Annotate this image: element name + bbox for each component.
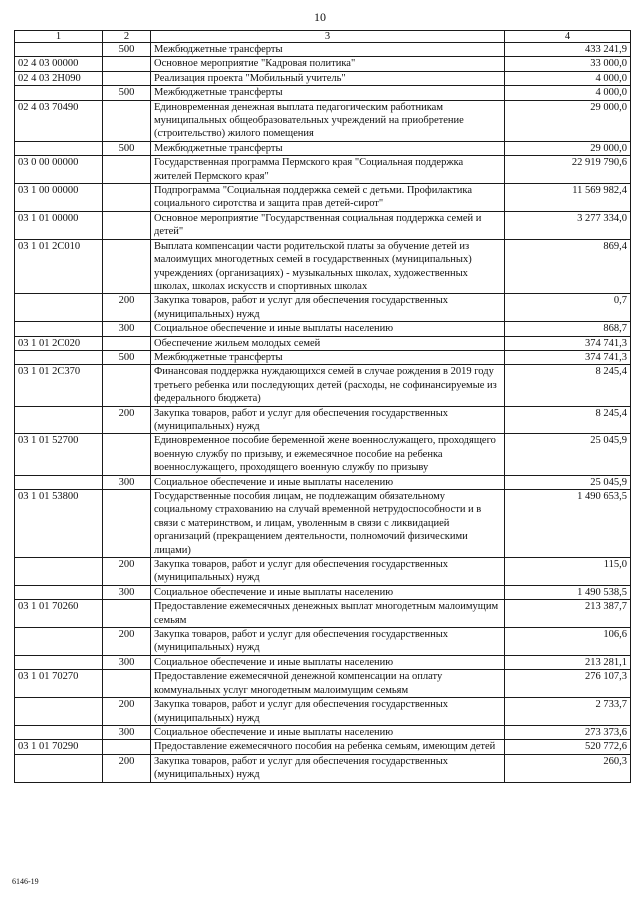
row-amount: 374 741,3 bbox=[505, 350, 631, 364]
row-expense-type bbox=[103, 57, 151, 71]
row-amount: 3 277 334,0 bbox=[505, 211, 631, 239]
table-row bbox=[15, 156, 631, 184]
row-name: Социальное обеспечение и иные выплаты населению bbox=[151, 585, 505, 599]
row-expense-type: 500 bbox=[103, 141, 151, 155]
row-code bbox=[15, 86, 103, 100]
row-name: Межбюджетные трансферты bbox=[151, 86, 505, 100]
table-row bbox=[15, 184, 631, 212]
row-amount: 4 000,0 bbox=[505, 86, 631, 100]
table-row bbox=[15, 754, 631, 782]
table-row bbox=[15, 434, 631, 475]
row-expense-type bbox=[103, 740, 151, 754]
row-amount: 273 373,6 bbox=[505, 725, 631, 739]
header-col-1: 1 bbox=[15, 31, 103, 43]
table-row bbox=[15, 365, 631, 406]
row-code: 03 1 01 53800 bbox=[15, 490, 103, 558]
row-expense-type bbox=[103, 211, 151, 239]
row-code: 03 1 01 70290 bbox=[15, 740, 103, 754]
row-name: Закупка товаров, работ и услуг для обеспечения государственных (муниципальных) нужд bbox=[151, 628, 505, 656]
row-code: 03 1 01 70270 bbox=[15, 670, 103, 698]
row-code: 03 1 01 2С370 bbox=[15, 365, 103, 406]
row-expense-type: 300 bbox=[103, 655, 151, 669]
row-name: Социальное обеспечение и иные выплаты населению bbox=[151, 725, 505, 739]
row-code: 03 1 01 52700 bbox=[15, 434, 103, 475]
row-expense-type bbox=[103, 670, 151, 698]
row-name: Закупка товаров, работ и услуг для обеспечения государственных (муниципальных) нужд bbox=[151, 558, 505, 586]
table-row bbox=[15, 406, 631, 434]
table-row bbox=[15, 57, 631, 71]
row-code: 02 4 03 2Н090 bbox=[15, 71, 103, 85]
table-row bbox=[15, 490, 631, 558]
page-number: 10 bbox=[314, 10, 326, 24]
row-amount: 213 281,1 bbox=[505, 655, 631, 669]
row-expense-type: 300 bbox=[103, 322, 151, 336]
table-row bbox=[15, 698, 631, 726]
row-amount: 8 245,4 bbox=[505, 365, 631, 406]
row-expense-type: 200 bbox=[103, 406, 151, 434]
row-name: Предоставление ежемесячной денежной компенсации на оплату коммунальных услуг многодетным малоимущим семьям bbox=[151, 670, 505, 698]
row-code bbox=[15, 475, 103, 489]
row-code: 03 1 01 2С010 bbox=[15, 239, 103, 294]
row-expense-type bbox=[103, 100, 151, 141]
row-name: Предоставление ежемесячных денежных выплат многодетным малоимущим семьям bbox=[151, 600, 505, 628]
row-name: Закупка товаров, работ и услуг для обеспечения государственных (муниципальных) нужд bbox=[151, 406, 505, 434]
table-row bbox=[15, 294, 631, 322]
row-code bbox=[15, 698, 103, 726]
row-expense-type: 200 bbox=[103, 754, 151, 782]
row-amount: 25 045,9 bbox=[505, 434, 631, 475]
row-expense-type: 500 bbox=[103, 350, 151, 364]
row-code: 03 1 01 2С020 bbox=[15, 336, 103, 350]
row-code: 03 1 01 70260 bbox=[15, 600, 103, 628]
row-name: Финансовая поддержка нуждающихся семей в случае рождения в 2019 году третьего ребенка или последующих детей (расходы, не софинансируемые из федерального бюджета) bbox=[151, 365, 505, 406]
table-row bbox=[15, 628, 631, 656]
row-name: Социальное обеспечение и иные выплаты населению bbox=[151, 655, 505, 669]
row-amount: 106,6 bbox=[505, 628, 631, 656]
row-amount: 213 387,7 bbox=[505, 600, 631, 628]
table-row bbox=[15, 239, 631, 294]
row-name: Социальное обеспечение и иные выплаты населению bbox=[151, 475, 505, 489]
row-name: Единовременная денежная выплата педагогическим работникам муниципальных общеобразовательных учреждений на приобретение (строительство) жилого помещения bbox=[151, 100, 505, 141]
row-amount: 33 000,0 bbox=[505, 57, 631, 71]
table-row bbox=[15, 585, 631, 599]
table-row bbox=[15, 600, 631, 628]
row-code bbox=[15, 406, 103, 434]
table-body bbox=[15, 43, 631, 783]
row-amount: 1 490 538,5 bbox=[505, 585, 631, 599]
row-code: 03 0 00 00000 bbox=[15, 156, 103, 184]
row-expense-type bbox=[103, 156, 151, 184]
row-name: Закупка товаров, работ и услуг для обеспечения государственных (муниципальных) нужд bbox=[151, 754, 505, 782]
table-row bbox=[15, 475, 631, 489]
row-amount: 520 772,6 bbox=[505, 740, 631, 754]
table-row bbox=[15, 336, 631, 350]
row-name: Межбюджетные трансферты bbox=[151, 350, 505, 364]
row-expense-type: 200 bbox=[103, 558, 151, 586]
row-code: 03 1 00 00000 bbox=[15, 184, 103, 212]
row-name: Основное мероприятие "Государственная социальная поддержка семей и детей" bbox=[151, 211, 505, 239]
row-amount: 276 107,3 bbox=[505, 670, 631, 698]
row-amount: 868,7 bbox=[505, 322, 631, 336]
document-code: 6146-19 bbox=[12, 877, 39, 886]
row-name: Реализация проекта "Мобильный учитель" bbox=[151, 71, 505, 85]
row-amount: 25 045,9 bbox=[505, 475, 631, 489]
row-expense-type bbox=[103, 365, 151, 406]
table-row bbox=[15, 725, 631, 739]
table-row bbox=[15, 655, 631, 669]
row-amount: 260,3 bbox=[505, 754, 631, 782]
row-name: Закупка товаров, работ и услуг для обеспечения государственных (муниципальных) нужд bbox=[151, 698, 505, 726]
table-row bbox=[15, 211, 631, 239]
row-name: Государственные пособия лицам, не подлежащим обязательному социальному страхованию на случай временной нетрудоспособности и в связи с материнством, и лицам, уволенным в связи с ликвидацией организаций (прекращением деятельности, полномочий физическими лицами) bbox=[151, 490, 505, 558]
row-expense-type: 300 bbox=[103, 585, 151, 599]
table-row bbox=[15, 71, 631, 85]
row-expense-type: 500 bbox=[103, 43, 151, 57]
header-row bbox=[15, 31, 631, 43]
row-code bbox=[15, 655, 103, 669]
table-row bbox=[15, 100, 631, 141]
row-amount: 433 241,9 bbox=[505, 43, 631, 57]
row-code bbox=[15, 585, 103, 599]
row-amount: 29 000,0 bbox=[505, 141, 631, 155]
row-amount: 374 741,3 bbox=[505, 336, 631, 350]
row-code bbox=[15, 558, 103, 586]
row-name: Межбюджетные трансферты bbox=[151, 43, 505, 57]
table-row bbox=[15, 141, 631, 155]
row-code bbox=[15, 725, 103, 739]
row-code: 02 4 03 00000 bbox=[15, 57, 103, 71]
row-expense-type: 500 bbox=[103, 86, 151, 100]
row-amount: 4 000,0 bbox=[505, 71, 631, 85]
table-row bbox=[15, 350, 631, 364]
row-name: Единовременное пособие беременной жене военнослужащего, проходящего военную службу по призыву, и ежемесячное пособие на ребенка военнослужащего, проходящего военную службу по призыву bbox=[151, 434, 505, 475]
row-code bbox=[15, 322, 103, 336]
row-code bbox=[15, 350, 103, 364]
row-expense-type bbox=[103, 434, 151, 475]
row-name: Обеспечение жильем молодых семей bbox=[151, 336, 505, 350]
table-row bbox=[15, 43, 631, 57]
row-amount: 2 733,7 bbox=[505, 698, 631, 726]
table-row bbox=[15, 322, 631, 336]
row-expense-type: 200 bbox=[103, 628, 151, 656]
row-expense-type bbox=[103, 600, 151, 628]
row-expense-type bbox=[103, 239, 151, 294]
row-amount: 115,0 bbox=[505, 558, 631, 586]
row-name: Закупка товаров, работ и услуг для обеспечения государственных (муниципальных) нужд bbox=[151, 294, 505, 322]
row-expense-type: 300 bbox=[103, 725, 151, 739]
row-expense-type bbox=[103, 71, 151, 85]
row-expense-type bbox=[103, 490, 151, 558]
row-code bbox=[15, 43, 103, 57]
row-name: Предоставление ежемесячного пособия на ребенка семьям, имеющим детей bbox=[151, 740, 505, 754]
row-expense-type bbox=[103, 336, 151, 350]
table-row bbox=[15, 86, 631, 100]
row-name: Государственная программа Пермского края "Социальная поддержка жителей Пермского края" bbox=[151, 156, 505, 184]
row-expense-type: 300 bbox=[103, 475, 151, 489]
row-amount: 22 919 790,6 bbox=[505, 156, 631, 184]
row-code bbox=[15, 754, 103, 782]
table-header bbox=[15, 31, 631, 43]
table-row bbox=[15, 740, 631, 754]
row-code: 03 1 01 00000 bbox=[15, 211, 103, 239]
row-name: Выплата компенсации части родительской платы за обучение детей из малоимущих многодетных семей в государственных (муниципальных) учреждениях (организациях) - музыкальных школах, художественных школах, школах искусств и спортивных школах bbox=[151, 239, 505, 294]
row-expense-type: 200 bbox=[103, 698, 151, 726]
row-expense-type bbox=[103, 184, 151, 212]
header-col-3: 3 bbox=[151, 31, 505, 43]
header-col-4: 4 bbox=[505, 31, 631, 43]
row-amount: 8 245,4 bbox=[505, 406, 631, 434]
row-amount: 0,7 bbox=[505, 294, 631, 322]
row-amount: 29 000,0 bbox=[505, 100, 631, 141]
budget-table bbox=[14, 30, 631, 783]
row-code bbox=[15, 628, 103, 656]
row-code bbox=[15, 294, 103, 322]
row-name: Основное мероприятие "Кадровая политика" bbox=[151, 57, 505, 71]
row-name: Межбюджетные трансферты bbox=[151, 141, 505, 155]
row-code bbox=[15, 141, 103, 155]
header-col-2: 2 bbox=[103, 31, 151, 43]
row-expense-type: 200 bbox=[103, 294, 151, 322]
row-amount: 869,4 bbox=[505, 239, 631, 294]
row-name: Социальное обеспечение и иные выплаты населению bbox=[151, 322, 505, 336]
row-code: 02 4 03 70490 bbox=[15, 100, 103, 141]
table-row bbox=[15, 558, 631, 586]
row-amount: 11 569 982,4 bbox=[505, 184, 631, 212]
row-amount: 1 490 653,5 bbox=[505, 490, 631, 558]
row-name: Подпрограмма "Социальная поддержка семей с детьми. Профилактика социального сиротства и защита прав детей-сирот" bbox=[151, 184, 505, 212]
table-row bbox=[15, 670, 631, 698]
